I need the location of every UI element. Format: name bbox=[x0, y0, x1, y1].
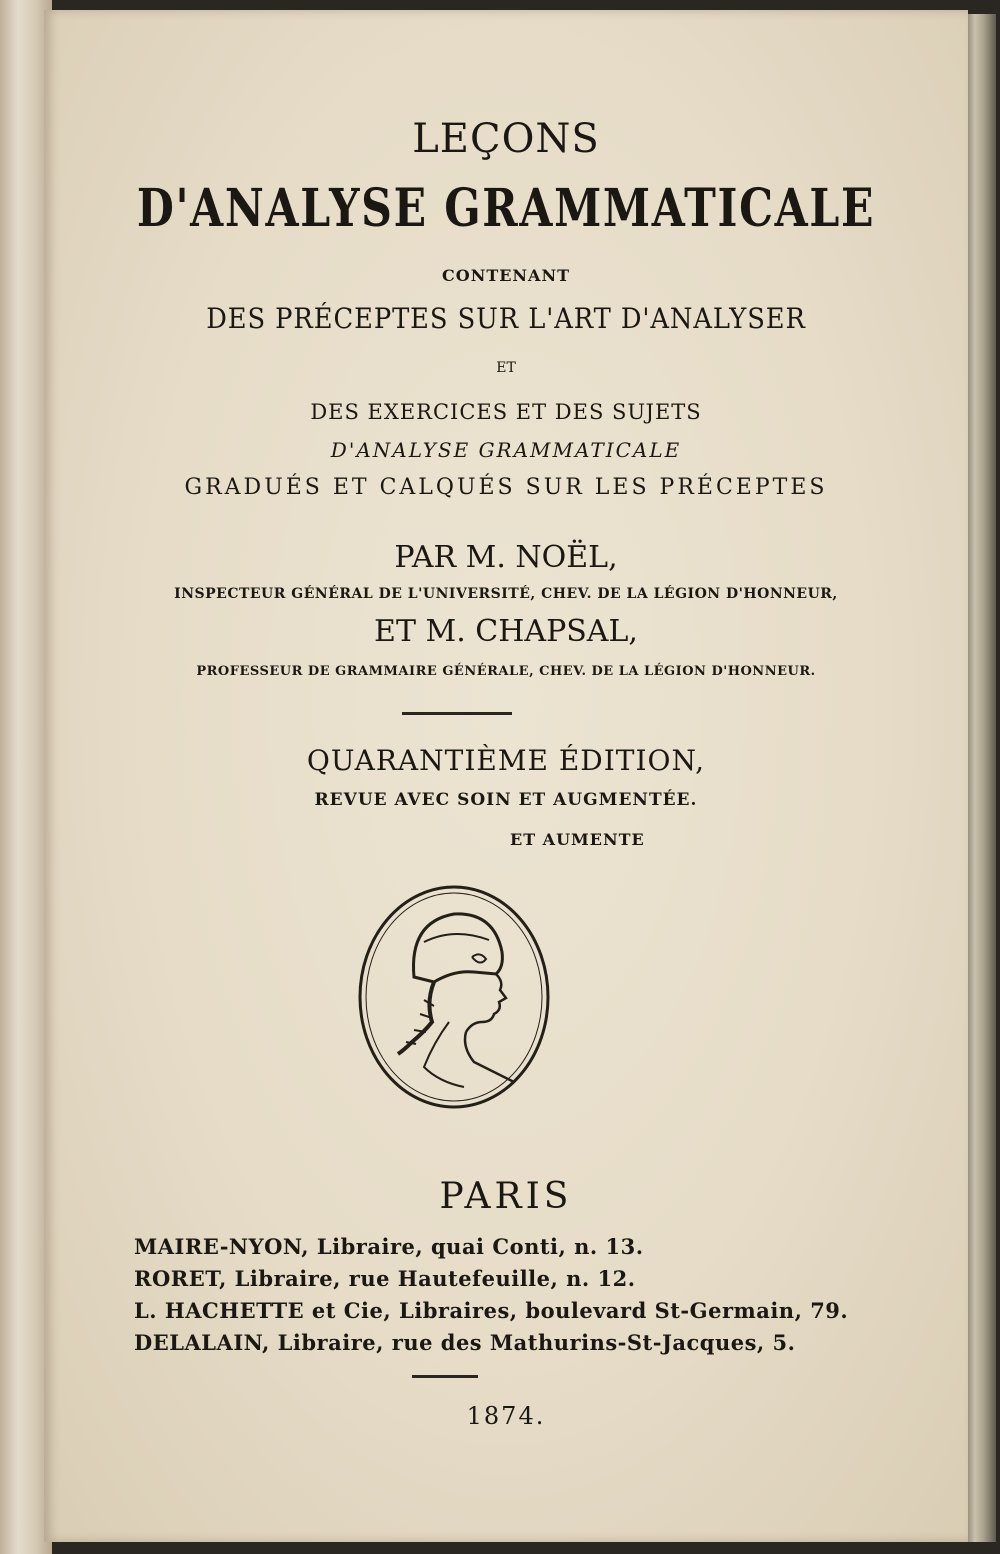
edition-note: REVUE AVEC SOIN ET AUGMENTÉE. bbox=[314, 790, 698, 810]
title-page bbox=[44, 10, 968, 1542]
city: PARIS bbox=[439, 1176, 573, 1217]
minerva-medallion-icon bbox=[354, 882, 554, 1112]
offset-print-text: ET AUMENTE bbox=[510, 830, 645, 849]
author-chapsal: ET M. CHAPSAL, bbox=[374, 614, 638, 649]
page-edges bbox=[966, 14, 996, 1542]
publisher-line: DELALAIN, Libraire, rue des Mathurins-St-Jacques, 5. bbox=[134, 1330, 796, 1355]
edition: QUARANTIÈME ÉDITION, bbox=[306, 744, 706, 777]
subtitle-contenant: CONTENANT bbox=[442, 266, 570, 285]
author-chapsal-title: PROFESSEUR DE GRAMMAIRE GÉNÉRALE, CHEV. DE LA LÉGION D'HONNEUR. bbox=[196, 664, 816, 679]
subtitle-gradues: GRADUÉS ET CALQUÉS SUR LES PRÉCEPTES bbox=[184, 475, 828, 500]
publisher-line: L. HACHETTE et Cie, Libraires, boulevard St-Germain, 79. bbox=[134, 1298, 849, 1323]
author-noel: PAR M. NOËL, bbox=[394, 540, 618, 575]
subtitle-et: ET bbox=[496, 360, 516, 376]
subtitle-exercices: DES EXERCICES ET DES SUJETS bbox=[310, 400, 702, 424]
publisher-line: RORET, Libraire, rue Hautefeuille, n. 12. bbox=[134, 1266, 636, 1291]
title-line-1: LEÇONS bbox=[412, 116, 600, 162]
subtitle-analyse: D'ANALYSE GRAMMATICALE bbox=[330, 438, 682, 462]
publisher-line: MAIRE-NYON, Libraire, quai Conti, n. 13. bbox=[134, 1234, 644, 1259]
author-noel-title: INSPECTEUR GÉNÉRAL DE L'UNIVERSITÉ, CHEV. DE LA LÉGION D'HONNEUR, bbox=[174, 586, 838, 602]
title-line-2: D'ANALYSE GRAMMATICALE bbox=[136, 178, 876, 239]
publication-year: 1874. bbox=[466, 1402, 546, 1430]
divider-rule-small bbox=[412, 1375, 478, 1378]
divider-rule bbox=[402, 712, 512, 715]
subtitle-preceptes: DES PRÉCEPTES SUR L'ART D'ANALYSER bbox=[206, 302, 806, 335]
